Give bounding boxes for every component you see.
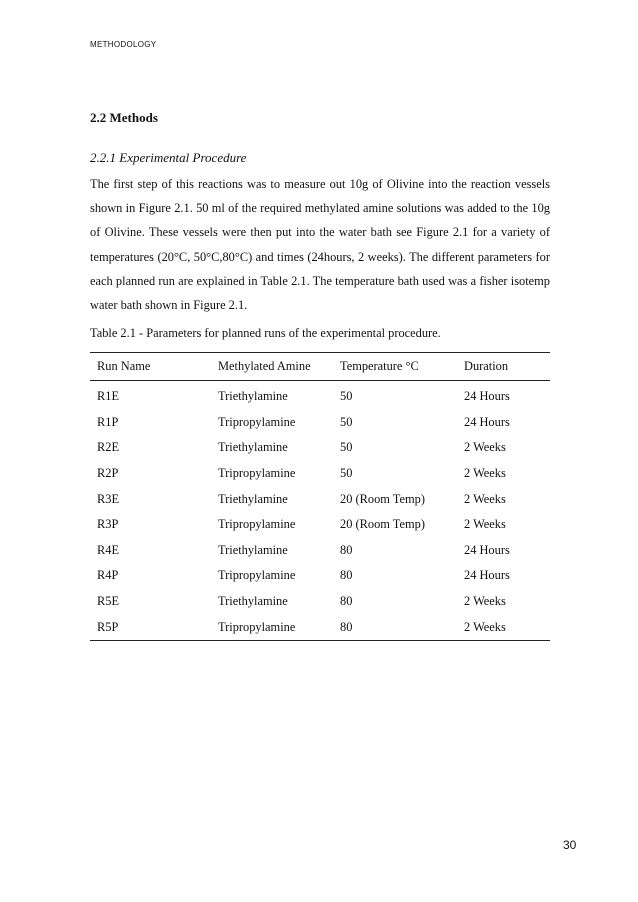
table-caption: Table 2.1 - Parameters for planned runs of the experimental procedure. [90, 326, 441, 340]
table-cell: 2 Weeks [464, 466, 506, 481]
table-cell: Tripropylamine [218, 517, 296, 532]
body-paragraph: The first step of this reactions was to measure out 10g of Olivine into the reaction vessels shown in Figure 2.1. 50 ml of the required methylated amine solutions was added to the 10g of Olivine. These vessels were then put into the water bath see Figure 2.1 for a variety of temperatures (20°C, 50°C,80°C) and times (24hours, 2 weeks). The different parameters for each planned run are explained in Table 2.1. The temperature bath used was a fisher isotemp water bath shown in Figure 2.1. [90, 177, 550, 313]
table-cell: 2 Weeks [464, 594, 506, 609]
table-cell: Triethylamine [218, 491, 288, 506]
table-row [90, 486, 550, 512]
section-heading: 2.2 Methods [90, 110, 158, 125]
table-cell: R1E [97, 389, 120, 404]
table-cell: 20 (Room Temp) [340, 491, 425, 506]
table-cell: R1P [97, 414, 119, 429]
table-row [90, 614, 550, 640]
table-cell: R5E [97, 594, 120, 609]
column-header-run-name: Run Name [90, 353, 211, 381]
table-cell: 2 Weeks [457, 614, 550, 640]
table-cell: R2P [97, 466, 119, 481]
table-cell: 80 [333, 614, 457, 640]
page-number: 30 [563, 838, 577, 852]
table-cell: Triethylamine [218, 542, 288, 557]
table-cell: 2 Weeks [464, 491, 506, 506]
table-cell: 50 [340, 414, 353, 429]
table-cell: R3P [97, 517, 119, 532]
table-row [90, 381, 550, 410]
table-cell: Triethylamine [218, 389, 288, 404]
table-cell: 50 [340, 440, 353, 455]
subsection-heading: 2.2.1 Experimental Procedure [90, 150, 247, 165]
table-cell: 24 Hours [464, 542, 510, 557]
parameters-table [90, 352, 550, 641]
table-cell: 50 [340, 389, 353, 404]
table-cell: 24 Hours [464, 568, 510, 583]
table-row [90, 461, 550, 487]
table-cell: 2 Weeks [464, 440, 506, 455]
running-header: METHODOLOGY [90, 40, 157, 49]
table-cell: R3E [97, 491, 120, 506]
table-cell: Tripropylamine [218, 414, 296, 429]
table-row [90, 563, 550, 589]
table-cell: 50 [340, 466, 353, 481]
table-cell: 24 Hours [464, 389, 510, 404]
table-cell: Tripropylamine [211, 614, 333, 640]
table-cell: 80 [340, 594, 353, 609]
table-cell: R5P [90, 614, 211, 640]
table-cell: Triethylamine [218, 594, 288, 609]
table-cell: 80 [340, 568, 353, 583]
table-cell: R2E [97, 440, 120, 455]
table-cell: R4E [97, 542, 120, 557]
table-row [90, 410, 550, 436]
table-cell: 20 (Room Temp) [340, 517, 425, 532]
table-row [90, 512, 550, 538]
table-row [90, 589, 550, 615]
table-cell: Triethylamine [218, 440, 288, 455]
table-row [90, 435, 550, 461]
table-cell: 80 [340, 542, 353, 557]
column-header-methylated-amine: Methylated Amine [211, 353, 333, 381]
table-cell: R4P [97, 568, 119, 583]
table-cell: Tripropylamine [218, 466, 296, 481]
table-cell: 2 Weeks [464, 517, 506, 532]
column-header-temperature: Temperature °C [333, 353, 457, 381]
table-cell: Tripropylamine [218, 568, 296, 583]
column-header-duration: Duration [457, 353, 550, 381]
table-header-row [90, 353, 550, 381]
table-row [90, 538, 550, 564]
table-cell: 24 Hours [464, 414, 510, 429]
